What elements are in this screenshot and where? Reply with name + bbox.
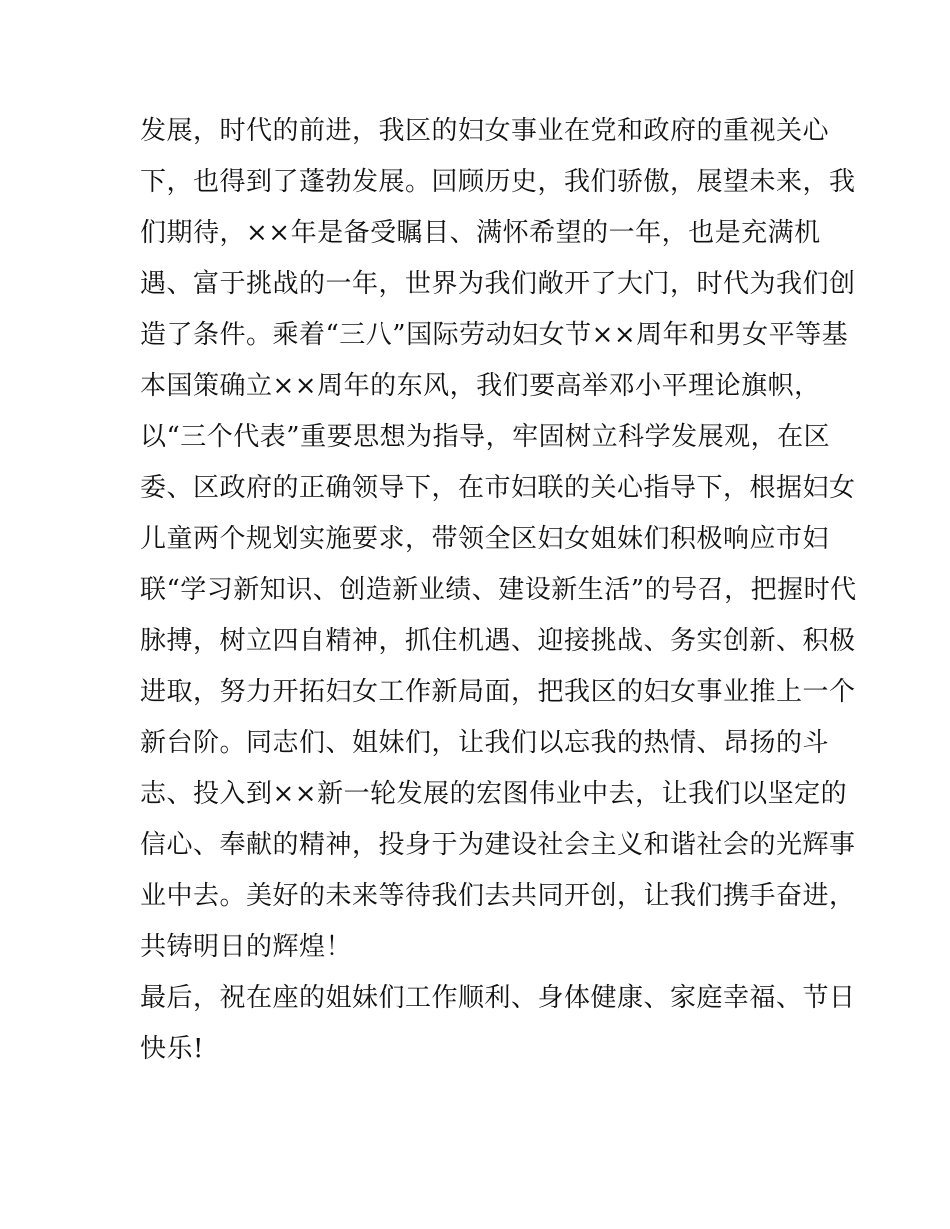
text-line: 们期待，××年是备受瞩目、满怀希望的一年，也是充满机: [140, 218, 821, 248]
text-line: 联“学习新知识、创造新业绩、建设新生活”的号召，把握时代: [140, 575, 857, 605]
text-line: 以“三个代表”重要思想为指导，牢固树立科学发展观，在区: [140, 422, 831, 452]
text-line: 志、投入到××新一轮发展的宏图伟业中去，让我们以坚定的: [140, 779, 848, 809]
text-line: 信心、奉献的精神，投身于为建设社会主义和谐社会的光辉事: [140, 830, 856, 860]
text-line: 新台阶。同志们、姐妹们，让我们以忘我的热情、昂扬的斗: [140, 728, 830, 758]
text-line: 本国策确立××周年的东风，我们要高举邓小平理论旗帜，: [140, 371, 821, 401]
text-line: 遇、富于挑战的一年，世界为我们敞开了大门，时代为我们创: [140, 269, 856, 299]
text-line: 造了条件。乘着“三八”国际劳动妇女节××周年和男女平等基: [140, 320, 849, 350]
text-line: 脉搏，树立四自精神，抓住机遇、迎接挑战、务实创新、积极: [140, 626, 856, 656]
text-line: 发展，时代的前进，我区的妇女事业在党和政府的重视关心: [140, 116, 830, 146]
text-line: 业中去。美好的未来等待我们去共同开创，让我们携手奋进，: [140, 881, 856, 911]
text-line: 进取，努力开拓妇女工作新局面，把我区的妇女事业推上一个: [140, 677, 856, 707]
document-body: [140, 106, 857, 1075]
text-line: 共铸明日的辉煌！: [140, 932, 353, 962]
text-line: 儿童两个规划实施要求，带领全区妇女姐妹们积极响应市妇: [140, 524, 830, 554]
text-line: 下，也得到了蓬勃发展。回顾历史，我们骄傲，展望未来，我: [140, 167, 856, 197]
text-line: 最后，祝在座的姐妹们工作顺利、身体健康、家庭幸福、节日: [140, 983, 856, 1013]
text-line: 委、区政府的正确领导下，在市妇联的关心指导下，根据妇女: [140, 473, 856, 503]
text-line: 快乐!: [140, 1034, 204, 1064]
